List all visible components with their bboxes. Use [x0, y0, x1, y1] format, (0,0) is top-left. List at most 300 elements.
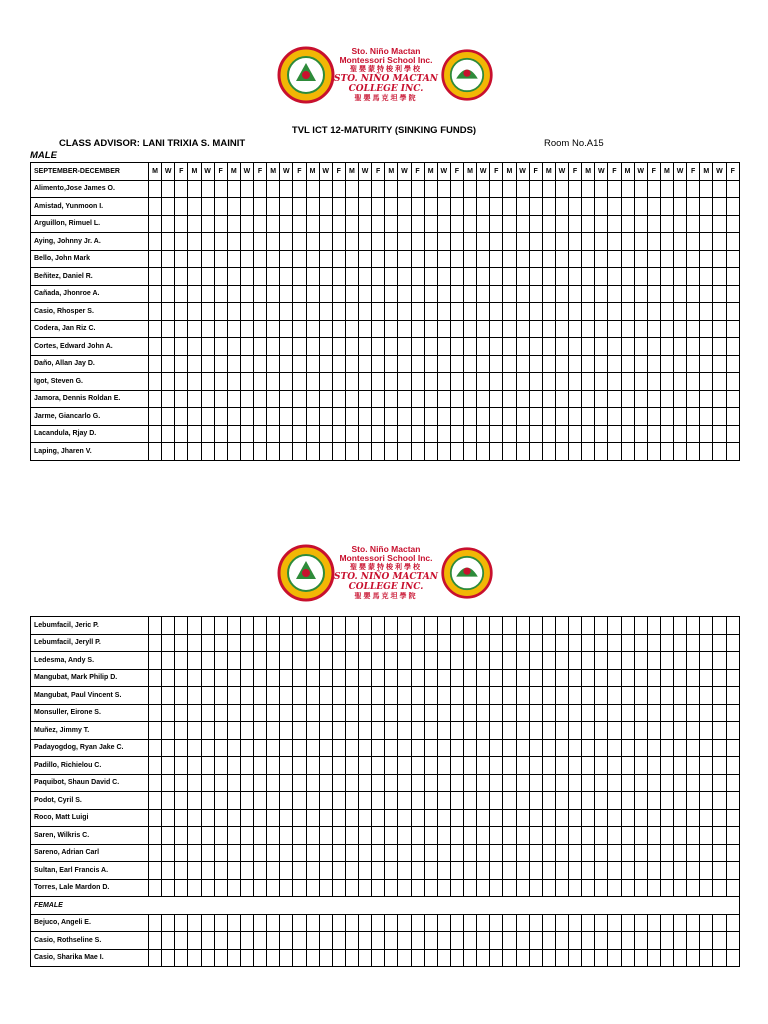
- attendance-cell[interactable]: [687, 652, 700, 670]
- attendance-cell[interactable]: [569, 408, 582, 426]
- attendance-cell[interactable]: [240, 844, 253, 862]
- attendance-cell[interactable]: [529, 862, 542, 880]
- attendance-cell[interactable]: [267, 634, 280, 652]
- attendance-cell[interactable]: [595, 827, 608, 845]
- attendance-cell[interactable]: [634, 809, 647, 827]
- attendance-cell[interactable]: [516, 198, 529, 216]
- attendance-cell[interactable]: [372, 914, 385, 932]
- attendance-cell[interactable]: [332, 669, 345, 687]
- attendance-cell[interactable]: [503, 792, 516, 810]
- attendance-cell[interactable]: [726, 233, 740, 251]
- attendance-cell[interactable]: [595, 443, 608, 461]
- attendance-cell[interactable]: [660, 757, 673, 775]
- attendance-cell[interactable]: [700, 949, 713, 967]
- attendance-cell[interactable]: [595, 617, 608, 635]
- attendance-cell[interactable]: [398, 303, 411, 321]
- attendance-cell[interactable]: [267, 443, 280, 461]
- attendance-cell[interactable]: [555, 932, 568, 950]
- attendance-cell[interactable]: [201, 879, 214, 897]
- attendance-cell[interactable]: [700, 355, 713, 373]
- attendance-cell[interactable]: [450, 443, 463, 461]
- attendance-cell[interactable]: [319, 320, 332, 338]
- attendance-cell[interactable]: [411, 233, 424, 251]
- attendance-cell[interactable]: [149, 338, 162, 356]
- attendance-cell[interactable]: [359, 617, 372, 635]
- attendance-cell[interactable]: [201, 862, 214, 880]
- attendance-cell[interactable]: [240, 443, 253, 461]
- attendance-cell[interactable]: [674, 757, 687, 775]
- attendance-cell[interactable]: [227, 932, 240, 950]
- attendance-cell[interactable]: [280, 809, 293, 827]
- attendance-cell[interactable]: [516, 757, 529, 775]
- attendance-cell[interactable]: [306, 914, 319, 932]
- attendance-cell[interactable]: [332, 320, 345, 338]
- attendance-cell[interactable]: [726, 949, 740, 967]
- attendance-cell[interactable]: [674, 303, 687, 321]
- attendance-cell[interactable]: [687, 932, 700, 950]
- attendance-cell[interactable]: [424, 390, 437, 408]
- attendance-cell[interactable]: [674, 390, 687, 408]
- attendance-cell[interactable]: [687, 617, 700, 635]
- attendance-cell[interactable]: [569, 180, 582, 198]
- attendance-cell[interactable]: [450, 617, 463, 635]
- attendance-cell[interactable]: [280, 704, 293, 722]
- attendance-cell[interactable]: [149, 774, 162, 792]
- attendance-cell[interactable]: [726, 652, 740, 670]
- attendance-cell[interactable]: [490, 774, 503, 792]
- attendance-cell[interactable]: [175, 687, 188, 705]
- attendance-cell[interactable]: [149, 844, 162, 862]
- attendance-cell[interactable]: [280, 722, 293, 740]
- attendance-cell[interactable]: [227, 373, 240, 391]
- attendance-cell[interactable]: [595, 198, 608, 216]
- attendance-cell[interactable]: [306, 722, 319, 740]
- attendance-cell[interactable]: [503, 425, 516, 443]
- attendance-cell[interactable]: [280, 827, 293, 845]
- attendance-cell[interactable]: [450, 949, 463, 967]
- attendance-cell[interactable]: [621, 285, 634, 303]
- attendance-cell[interactable]: [503, 862, 516, 880]
- attendance-cell[interactable]: [529, 722, 542, 740]
- attendance-cell[interactable]: [385, 215, 398, 233]
- attendance-cell[interactable]: [634, 634, 647, 652]
- attendance-cell[interactable]: [726, 198, 740, 216]
- attendance-cell[interactable]: [647, 879, 660, 897]
- attendance-cell[interactable]: [634, 652, 647, 670]
- attendance-cell[interactable]: [280, 180, 293, 198]
- attendance-cell[interactable]: [398, 338, 411, 356]
- attendance-cell[interactable]: [450, 215, 463, 233]
- attendance-cell[interactable]: [280, 285, 293, 303]
- attendance-cell[interactable]: [398, 722, 411, 740]
- attendance-cell[interactable]: [477, 862, 490, 880]
- attendance-cell[interactable]: [490, 320, 503, 338]
- attendance-cell[interactable]: [647, 844, 660, 862]
- attendance-cell[interactable]: [529, 687, 542, 705]
- attendance-cell[interactable]: [687, 949, 700, 967]
- attendance-cell[interactable]: [490, 739, 503, 757]
- attendance-cell[interactable]: [175, 408, 188, 426]
- attendance-cell[interactable]: [437, 408, 450, 426]
- attendance-cell[interactable]: [240, 425, 253, 443]
- attendance-cell[interactable]: [450, 652, 463, 670]
- attendance-cell[interactable]: [293, 809, 306, 827]
- attendance-cell[interactable]: [595, 757, 608, 775]
- attendance-cell[interactable]: [647, 303, 660, 321]
- attendance-cell[interactable]: [398, 652, 411, 670]
- attendance-cell[interactable]: [700, 180, 713, 198]
- attendance-cell[interactable]: [621, 390, 634, 408]
- attendance-cell[interactable]: [608, 373, 621, 391]
- attendance-cell[interactable]: [424, 844, 437, 862]
- attendance-cell[interactable]: [529, 373, 542, 391]
- attendance-cell[interactable]: [254, 879, 267, 897]
- attendance-cell[interactable]: [503, 320, 516, 338]
- attendance-cell[interactable]: [319, 180, 332, 198]
- attendance-cell[interactable]: [647, 425, 660, 443]
- attendance-cell[interactable]: [398, 373, 411, 391]
- attendance-cell[interactable]: [188, 774, 201, 792]
- attendance-cell[interactable]: [450, 285, 463, 303]
- attendance-cell[interactable]: [293, 215, 306, 233]
- attendance-cell[interactable]: [582, 827, 595, 845]
- attendance-cell[interactable]: [345, 373, 358, 391]
- attendance-cell[interactable]: [516, 669, 529, 687]
- attendance-cell[interactable]: [372, 250, 385, 268]
- attendance-cell[interactable]: [201, 338, 214, 356]
- attendance-cell[interactable]: [345, 914, 358, 932]
- attendance-cell[interactable]: [582, 757, 595, 775]
- attendance-cell[interactable]: [595, 949, 608, 967]
- attendance-cell[interactable]: [385, 879, 398, 897]
- attendance-cell[interactable]: [240, 320, 253, 338]
- attendance-cell[interactable]: [201, 373, 214, 391]
- attendance-cell[interactable]: [621, 373, 634, 391]
- attendance-cell[interactable]: [503, 827, 516, 845]
- attendance-cell[interactable]: [674, 198, 687, 216]
- attendance-cell[interactable]: [569, 233, 582, 251]
- attendance-cell[interactable]: [477, 303, 490, 321]
- attendance-cell[interactable]: [214, 827, 227, 845]
- attendance-cell[interactable]: [569, 722, 582, 740]
- attendance-cell[interactable]: [621, 704, 634, 722]
- attendance-cell[interactable]: [188, 757, 201, 775]
- attendance-cell[interactable]: [621, 268, 634, 286]
- attendance-cell[interactable]: [437, 198, 450, 216]
- attendance-cell[interactable]: [621, 617, 634, 635]
- attendance-cell[interactable]: [529, 425, 542, 443]
- attendance-cell[interactable]: [280, 355, 293, 373]
- attendance-cell[interactable]: [424, 320, 437, 338]
- attendance-cell[interactable]: [306, 774, 319, 792]
- attendance-cell[interactable]: [569, 285, 582, 303]
- attendance-cell[interactable]: [319, 338, 332, 356]
- attendance-cell[interactable]: [162, 949, 175, 967]
- attendance-cell[interactable]: [464, 617, 477, 635]
- attendance-cell[interactable]: [385, 844, 398, 862]
- attendance-cell[interactable]: [201, 198, 214, 216]
- attendance-cell[interactable]: [542, 250, 555, 268]
- attendance-cell[interactable]: [240, 827, 253, 845]
- attendance-cell[interactable]: [660, 932, 673, 950]
- attendance-cell[interactable]: [464, 757, 477, 775]
- attendance-cell[interactable]: [149, 757, 162, 775]
- attendance-cell[interactable]: [674, 355, 687, 373]
- attendance-cell[interactable]: [529, 268, 542, 286]
- attendance-cell[interactable]: [621, 338, 634, 356]
- attendance-cell[interactable]: [267, 285, 280, 303]
- attendance-cell[interactable]: [700, 914, 713, 932]
- attendance-cell[interactable]: [726, 390, 740, 408]
- attendance-cell[interactable]: [529, 914, 542, 932]
- attendance-cell[interactable]: [280, 338, 293, 356]
- attendance-cell[interactable]: [372, 949, 385, 967]
- attendance-cell[interactable]: [175, 704, 188, 722]
- attendance-cell[interactable]: [319, 739, 332, 757]
- attendance-cell[interactable]: [647, 320, 660, 338]
- attendance-cell[interactable]: [149, 809, 162, 827]
- attendance-cell[interactable]: [385, 338, 398, 356]
- attendance-cell[interactable]: [345, 250, 358, 268]
- attendance-cell[interactable]: [411, 914, 424, 932]
- attendance-cell[interactable]: [306, 809, 319, 827]
- attendance-cell[interactable]: [503, 408, 516, 426]
- attendance-cell[interactable]: [267, 914, 280, 932]
- attendance-cell[interactable]: [175, 617, 188, 635]
- attendance-cell[interactable]: [280, 774, 293, 792]
- attendance-cell[interactable]: [359, 879, 372, 897]
- attendance-cell[interactable]: [306, 879, 319, 897]
- attendance-cell[interactable]: [555, 443, 568, 461]
- attendance-cell[interactable]: [569, 390, 582, 408]
- attendance-cell[interactable]: [595, 722, 608, 740]
- attendance-cell[interactable]: [542, 844, 555, 862]
- attendance-cell[interactable]: [516, 739, 529, 757]
- attendance-cell[interactable]: [542, 914, 555, 932]
- attendance-cell[interactable]: [529, 652, 542, 670]
- attendance-cell[interactable]: [516, 250, 529, 268]
- attendance-cell[interactable]: [162, 879, 175, 897]
- attendance-cell[interactable]: [424, 373, 437, 391]
- attendance-cell[interactable]: [490, 844, 503, 862]
- attendance-cell[interactable]: [687, 739, 700, 757]
- attendance-cell[interactable]: [188, 652, 201, 670]
- attendance-cell[interactable]: [227, 722, 240, 740]
- attendance-cell[interactable]: [621, 757, 634, 775]
- attendance-cell[interactable]: [700, 408, 713, 426]
- attendance-cell[interactable]: [542, 320, 555, 338]
- attendance-cell[interactable]: [398, 617, 411, 635]
- attendance-cell[interactable]: [319, 809, 332, 827]
- attendance-cell[interactable]: [582, 198, 595, 216]
- attendance-cell[interactable]: [660, 879, 673, 897]
- attendance-cell[interactable]: [529, 844, 542, 862]
- attendance-cell[interactable]: [595, 338, 608, 356]
- attendance-cell[interactable]: [529, 809, 542, 827]
- attendance-cell[interactable]: [162, 215, 175, 233]
- attendance-cell[interactable]: [608, 268, 621, 286]
- attendance-cell[interactable]: [595, 862, 608, 880]
- attendance-cell[interactable]: [529, 669, 542, 687]
- attendance-cell[interactable]: [149, 914, 162, 932]
- attendance-cell[interactable]: [267, 757, 280, 775]
- attendance-cell[interactable]: [345, 722, 358, 740]
- attendance-cell[interactable]: [647, 949, 660, 967]
- attendance-cell[interactable]: [254, 792, 267, 810]
- attendance-cell[interactable]: [162, 373, 175, 391]
- attendance-cell[interactable]: [214, 373, 227, 391]
- attendance-cell[interactable]: [227, 949, 240, 967]
- attendance-cell[interactable]: [582, 652, 595, 670]
- attendance-cell[interactable]: [582, 949, 595, 967]
- attendance-cell[interactable]: [332, 739, 345, 757]
- attendance-cell[interactable]: [490, 233, 503, 251]
- attendance-cell[interactable]: [582, 338, 595, 356]
- attendance-cell[interactable]: [201, 704, 214, 722]
- attendance-cell[interactable]: [503, 617, 516, 635]
- attendance-cell[interactable]: [411, 408, 424, 426]
- attendance-cell[interactable]: [332, 757, 345, 775]
- attendance-cell[interactable]: [293, 634, 306, 652]
- attendance-cell[interactable]: [713, 268, 726, 286]
- attendance-cell[interactable]: [437, 443, 450, 461]
- attendance-cell[interactable]: [713, 338, 726, 356]
- attendance-cell[interactable]: [464, 687, 477, 705]
- attendance-cell[interactable]: [188, 443, 201, 461]
- attendance-cell[interactable]: [162, 774, 175, 792]
- attendance-cell[interactable]: [503, 233, 516, 251]
- attendance-cell[interactable]: [201, 652, 214, 670]
- attendance-cell[interactable]: [240, 914, 253, 932]
- attendance-cell[interactable]: [477, 669, 490, 687]
- attendance-cell[interactable]: [411, 285, 424, 303]
- attendance-cell[interactable]: [359, 722, 372, 740]
- attendance-cell[interactable]: [595, 355, 608, 373]
- attendance-cell[interactable]: [411, 652, 424, 670]
- attendance-cell[interactable]: [240, 373, 253, 391]
- attendance-cell[interactable]: [306, 739, 319, 757]
- attendance-cell[interactable]: [293, 932, 306, 950]
- attendance-cell[interactable]: [424, 652, 437, 670]
- attendance-cell[interactable]: [464, 320, 477, 338]
- attendance-cell[interactable]: [293, 844, 306, 862]
- attendance-cell[interactable]: [214, 792, 227, 810]
- attendance-cell[interactable]: [490, 652, 503, 670]
- attendance-cell[interactable]: [240, 862, 253, 880]
- attendance-cell[interactable]: [319, 617, 332, 635]
- attendance-cell[interactable]: [332, 652, 345, 670]
- attendance-cell[interactable]: [411, 932, 424, 950]
- attendance-cell[interactable]: [437, 914, 450, 932]
- attendance-cell[interactable]: [477, 792, 490, 810]
- attendance-cell[interactable]: [464, 198, 477, 216]
- attendance-cell[interactable]: [201, 809, 214, 827]
- attendance-cell[interactable]: [319, 774, 332, 792]
- attendance-cell[interactable]: [385, 320, 398, 338]
- attendance-cell[interactable]: [726, 408, 740, 426]
- attendance-cell[interactable]: [490, 617, 503, 635]
- attendance-cell[interactable]: [398, 233, 411, 251]
- attendance-cell[interactable]: [555, 634, 568, 652]
- attendance-cell[interactable]: [240, 355, 253, 373]
- attendance-cell[interactable]: [175, 338, 188, 356]
- attendance-cell[interactable]: [319, 652, 332, 670]
- attendance-cell[interactable]: [582, 844, 595, 862]
- attendance-cell[interactable]: [582, 792, 595, 810]
- attendance-cell[interactable]: [450, 879, 463, 897]
- attendance-cell[interactable]: [345, 844, 358, 862]
- attendance-cell[interactable]: [306, 844, 319, 862]
- attendance-cell[interactable]: [293, 198, 306, 216]
- attendance-cell[interactable]: [726, 739, 740, 757]
- attendance-cell[interactable]: [634, 704, 647, 722]
- attendance-cell[interactable]: [214, 739, 227, 757]
- attendance-cell[interactable]: [306, 634, 319, 652]
- attendance-cell[interactable]: [542, 303, 555, 321]
- attendance-cell[interactable]: [149, 285, 162, 303]
- attendance-cell[interactable]: [529, 250, 542, 268]
- attendance-cell[interactable]: [385, 180, 398, 198]
- attendance-cell[interactable]: [280, 617, 293, 635]
- attendance-cell[interactable]: [398, 879, 411, 897]
- attendance-cell[interactable]: [569, 862, 582, 880]
- attendance-cell[interactable]: [621, 879, 634, 897]
- attendance-cell[interactable]: [267, 844, 280, 862]
- attendance-cell[interactable]: [149, 792, 162, 810]
- attendance-cell[interactable]: [529, 198, 542, 216]
- attendance-cell[interactable]: [188, 303, 201, 321]
- attendance-cell[interactable]: [700, 338, 713, 356]
- attendance-cell[interactable]: [700, 687, 713, 705]
- attendance-cell[interactable]: [726, 338, 740, 356]
- attendance-cell[interactable]: [385, 757, 398, 775]
- attendance-cell[interactable]: [162, 198, 175, 216]
- attendance-cell[interactable]: [240, 687, 253, 705]
- attendance-cell[interactable]: [529, 827, 542, 845]
- attendance-cell[interactable]: [490, 390, 503, 408]
- attendance-cell[interactable]: [437, 355, 450, 373]
- attendance-cell[interactable]: [713, 862, 726, 880]
- attendance-cell[interactable]: [254, 443, 267, 461]
- attendance-cell[interactable]: [345, 215, 358, 233]
- attendance-cell[interactable]: [726, 932, 740, 950]
- attendance-cell[interactable]: [319, 285, 332, 303]
- attendance-cell[interactable]: [700, 827, 713, 845]
- attendance-cell[interactable]: [569, 932, 582, 950]
- attendance-cell[interactable]: [411, 757, 424, 775]
- attendance-cell[interactable]: [700, 932, 713, 950]
- attendance-cell[interactable]: [214, 390, 227, 408]
- attendance-cell[interactable]: [319, 303, 332, 321]
- attendance-cell[interactable]: [267, 425, 280, 443]
- attendance-cell[interactable]: [700, 722, 713, 740]
- attendance-cell[interactable]: [359, 443, 372, 461]
- attendance-cell[interactable]: [437, 722, 450, 740]
- attendance-cell[interactable]: [437, 809, 450, 827]
- attendance-cell[interactable]: [713, 198, 726, 216]
- attendance-cell[interactable]: [293, 914, 306, 932]
- attendance-cell[interactable]: [700, 443, 713, 461]
- attendance-cell[interactable]: [162, 809, 175, 827]
- attendance-cell[interactable]: [490, 809, 503, 827]
- attendance-cell[interactable]: [398, 408, 411, 426]
- attendance-cell[interactable]: [149, 652, 162, 670]
- attendance-cell[interactable]: [503, 198, 516, 216]
- attendance-cell[interactable]: [555, 408, 568, 426]
- attendance-cell[interactable]: [555, 425, 568, 443]
- attendance-cell[interactable]: [188, 285, 201, 303]
- attendance-cell[interactable]: [227, 355, 240, 373]
